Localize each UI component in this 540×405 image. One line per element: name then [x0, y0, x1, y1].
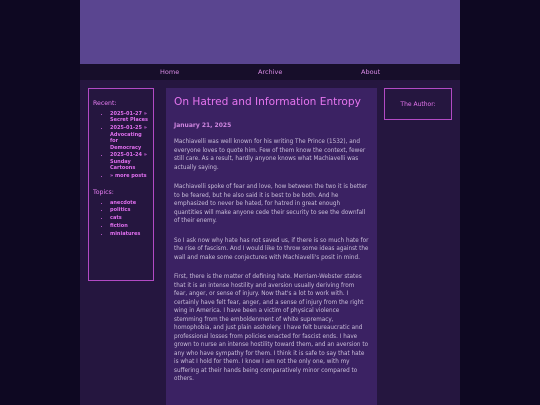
- nav-about-link[interactable]: About: [361, 68, 381, 76]
- left-sidebar: [88, 88, 154, 281]
- topic-link[interactable]: • miniatures: [110, 231, 149, 237]
- nav-home-link[interactable]: Home: [160, 68, 180, 76]
- topic-link[interactable]: • politics: [110, 207, 149, 213]
- topic-link[interactable]: • fiction: [110, 223, 149, 229]
- nav-archive-link[interactable]: Archive: [258, 68, 283, 76]
- topics-list: [93, 200, 149, 238]
- page-wrapper: [80, 0, 460, 405]
- recent-post-link[interactable]: • 2025-01-24 » Sunday Cartoons: [110, 152, 149, 171]
- author-heading: The Author:: [400, 101, 436, 108]
- post-paragraph: So I ask now why hate has not saved us, if there is so much hate for the rise of fascism. And I would like to throw some ideas against the wall and make some conjectures with Machiavelli's posit in mind.: [174, 237, 369, 261]
- topic-link[interactable]: • cats: [110, 215, 149, 221]
- top-nav: [80, 64, 460, 80]
- post-date: January 21, 2025: [174, 122, 232, 129]
- topic-link[interactable]: • anecdote: [110, 200, 149, 206]
- header-banner: [80, 0, 460, 64]
- post-paragraph: Machiavelli was well known for his writing The Prince (1532), and everyone loves to quote him. Few of them know the context, fewer still care. As a result, hardly anyone knows what Machiavelli was actually saying.: [174, 139, 366, 171]
- recent-post-link[interactable]: • 2025-01-25 » Advocating for Democracy: [110, 125, 149, 151]
- post-paragraph: Machiavelli spoke of fear and love, how between the two it is better to be feared, but he also said it is best to be both. And he emphasized to never be hated, for hatred in great enough quantities will make anyone cede their security to see the downfall of their enemy.: [174, 184, 368, 224]
- post-title: On Hatred and Information Entropy: [174, 96, 361, 108]
- topics-heading: Topics:: [93, 188, 114, 196]
- post-content: [166, 88, 377, 405]
- recent-heading: Recent:: [93, 100, 117, 107]
- more-posts-link[interactable]: • » more posts: [110, 173, 149, 179]
- author-box: [384, 88, 452, 120]
- recent-list: [93, 111, 149, 180]
- recent-post-link[interactable]: • 2025-01-27 » Secret Places: [110, 111, 149, 124]
- post-paragraph: First, there is the matter of defining hate. Merriam-Webster states that it is an intense hostility and aversion usually deriving from fear, anger, or sense of injury. Now that's a lot to work with. I certainly have felt fear, anger, and a sense of injury from the right wing in America. I have been a victim of physical violence stemming from the emboldenment of white supremacy, homophobia, and just plain assholery. I have felt bureaucratic and professional losses from policies enacted for fascist ends. I have grown to nurse an intense hostility toward them, and an aversion to any who have sympathy for them. I think it is safe to say that hate is what I hold for them. I know I am not the only one, with my suffering at their hands being comparatively minor compared to others.: [174, 274, 369, 382]
